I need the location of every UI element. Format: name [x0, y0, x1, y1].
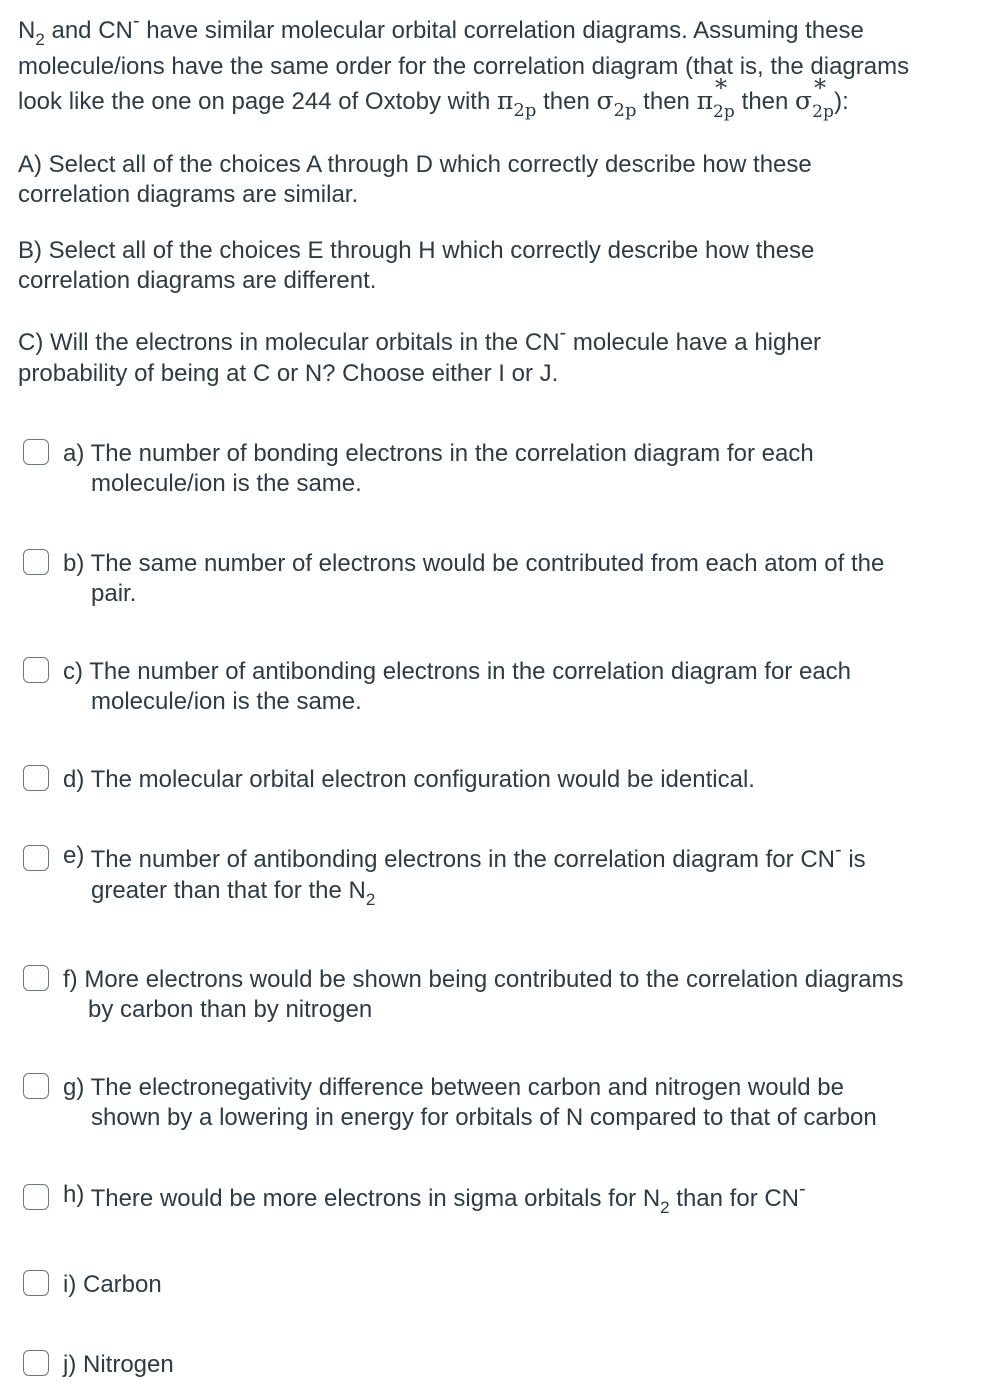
option-text: [63, 1073, 978, 1133]
option-text: [63, 1178, 978, 1217]
n2-label: N: [18, 17, 36, 44]
intro-line-2: molecule/ions have the same order for the correlation diagram (that is, the diagrams: [18, 53, 910, 80]
option-label: pair.: [91, 580, 137, 607]
intro-text: then: [636, 88, 697, 115]
option-a[interactable]: [23, 439, 978, 499]
option-letter: i): [63, 1271, 77, 1298]
intro-text: ):: [834, 88, 849, 115]
intro-text: and CN: [44, 17, 133, 44]
option-d[interactable]: [23, 765, 978, 795]
option-letter: f): [63, 966, 78, 993]
option-text: [63, 1270, 978, 1300]
subscript: 2p: [613, 100, 637, 121]
option-label: The number of bonding electrons in the correlation diagram for each: [84, 440, 814, 467]
question-b: [18, 236, 978, 296]
question-text: molecule have a higher: [566, 329, 822, 356]
question-line: correlation diagrams are similar.: [18, 181, 359, 208]
intro-line-3: [18, 74, 978, 122]
option-c[interactable]: [23, 657, 978, 717]
checkbox-c[interactable]: [23, 657, 49, 683]
intro-text: look like the one on page 244 of Oxtoby with: [18, 88, 497, 115]
star: *: [715, 74, 727, 102]
subscript: 2p: [812, 102, 834, 122]
option-f[interactable]: [23, 965, 978, 1025]
option-label: Nitrogen: [76, 1351, 174, 1378]
option-letter: b): [63, 550, 85, 577]
question-line: [18, 322, 978, 359]
option-h[interactable]: [23, 1178, 978, 1217]
option-letter: a): [63, 440, 85, 467]
option-label: is: [841, 846, 866, 873]
option-b[interactable]: [23, 549, 978, 609]
question-line: A) Select all of the choices A through D which correctly describe how these: [18, 151, 812, 178]
checkbox-i[interactable]: [23, 1270, 49, 1296]
intro-text: have similar molecular orbital correlation diagrams. Assuming these: [139, 17, 864, 44]
option-letter: c): [63, 658, 83, 685]
star-2p: [812, 74, 834, 122]
option-text: [63, 657, 978, 717]
option-g[interactable]: [23, 1073, 978, 1133]
checkbox-h[interactable]: [23, 1184, 49, 1210]
option-label: by carbon than by nitrogen: [88, 996, 373, 1023]
checkbox-e[interactable]: [23, 845, 49, 871]
option-text: [63, 839, 978, 909]
pi-symbol: π: [696, 86, 713, 115]
intro-paragraph: [18, 10, 978, 122]
checkbox-d[interactable]: [23, 765, 49, 791]
intro-text: then: [735, 88, 796, 115]
option-i[interactable]: [23, 1270, 978, 1300]
checkbox-j[interactable]: [23, 1350, 49, 1376]
option-label: Carbon: [76, 1271, 162, 1298]
option-text: [63, 965, 978, 1025]
intro-text: then: [536, 88, 597, 115]
checkbox-a[interactable]: [23, 439, 49, 465]
option-label: More electrons would be shown being contributed to the correlation diagrams: [77, 966, 904, 993]
question-line: probability of being at C or N? Choose either I or J.: [18, 360, 559, 387]
subscript: 2: [660, 1198, 670, 1217]
question-text: C) Will the electrons in molecular orbitals in the CN: [18, 329, 560, 356]
star-2p: [713, 74, 735, 122]
option-label: shown by a lowering in energy for orbitals of N compared to that of carbon: [91, 1104, 877, 1131]
option-label: molecule/ion is the same.: [91, 470, 362, 497]
option-label: [63, 876, 978, 908]
option-text: [63, 765, 978, 795]
subscript: 2p: [713, 102, 735, 122]
question-c: [18, 322, 978, 389]
option-label: The molecular orbital electron configuration would be identical.: [84, 766, 755, 793]
option-letter: d): [63, 766, 85, 793]
option-label: The same number of electrons would be contributed from each atom of the: [84, 550, 885, 577]
option-j[interactable]: [23, 1350, 978, 1380]
option-label: The number of antibonding electrons in the correlation diagram for each: [83, 658, 852, 685]
intro-line-1: [18, 10, 978, 50]
superscript: -: [559, 322, 567, 344]
superscript: -: [132, 10, 140, 32]
option-label-text: greater than that for the N: [91, 877, 366, 904]
superscript: -: [799, 1178, 806, 1200]
option-e[interactable]: [23, 839, 978, 909]
checkbox-f[interactable]: [23, 965, 49, 991]
option-label: There would be more electrons in sigma orbitals for N: [84, 1185, 661, 1212]
option-letter: g): [63, 1074, 85, 1101]
subscript: 2p: [513, 100, 537, 121]
superscript: -: [834, 839, 842, 861]
pi-symbol: π: [496, 86, 514, 115]
subscript: 2: [365, 890, 376, 909]
option-label: than for CN: [669, 1185, 800, 1212]
checkbox-g[interactable]: [23, 1073, 49, 1099]
option-text: [63, 1350, 978, 1380]
option-label: The electronegativity difference between carbon and nitrogen would be: [84, 1074, 844, 1101]
star: *: [814, 74, 827, 102]
question-line: correlation diagrams are different.: [18, 267, 377, 294]
option-letter: j): [63, 1351, 77, 1378]
option-letter: h): [63, 1181, 85, 1208]
sigma-symbol: σ: [596, 86, 614, 115]
question-line: B) Select all of the choices E through H which correctly describe how these: [18, 237, 815, 264]
option-label: The number of antibonding electrons in the correlation diagram for CN: [84, 846, 835, 873]
option-text: [63, 439, 978, 499]
sigma-symbol: σ: [795, 86, 813, 115]
option-label: molecule/ion is the same.: [91, 688, 362, 715]
option-letter: e): [63, 842, 85, 869]
option-text: [63, 549, 978, 609]
subscript: 2: [35, 30, 45, 49]
checkbox-b[interactable]: [23, 549, 49, 575]
question-a: [18, 150, 978, 210]
